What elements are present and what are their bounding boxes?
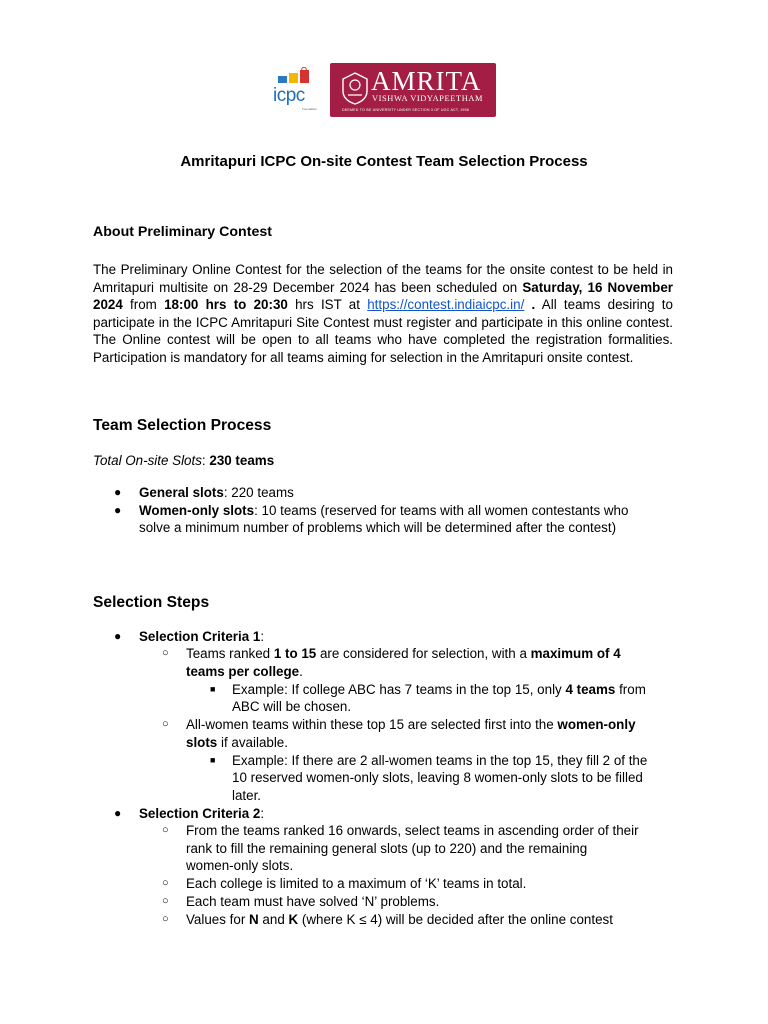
women-slots-item-cont: solve a minimum number of problems which will be determined after the contest): [139, 520, 617, 535]
circle-bullet-icon: ○: [162, 895, 169, 907]
criteria-1-label: Selection Criteria 1:: [139, 629, 265, 644]
amrita-subtitle: VISHWA VIDYAPEETHAM: [372, 94, 484, 103]
amrita-logo: [330, 63, 496, 117]
criteria-1-item-b: All-women teams within these top 15 are selected first into the women-only: [186, 717, 636, 732]
amrita-emblem-icon: [340, 71, 370, 105]
selection-steps-heading: Selection Steps: [93, 594, 210, 611]
icpc-logo: [272, 67, 320, 113]
about-paragraph: The Preliminary Online Contest for the selection of the teams for the onsite contest to be held in Amritapuri multisite on 28-29 December 2024 has been scheduled on Saturday, 16 November 2024 from 18:00 hrs to 20:30 hrs IST at https://contest.indiaicpc.in/ . All teams desiring to participate in the ICPC Amritapuri Site Contest must register and participate in this online contest. The Online contest will be open to all teams who have completed the registration formalities. Participation is mandatory for all teams aiming for selection in the Amritapuri onsite contest.: [93, 262, 673, 365]
criteria-2-item-a: From the teams ranked 16 onwards, select teams in ascending order of their: [186, 823, 639, 838]
women-slots-item: Women-only slots: 10 teams (reserved for teams with all women contestants who: [139, 503, 629, 518]
bullet-icon: ●: [114, 503, 122, 517]
circle-bullet-icon: ○: [162, 877, 169, 889]
amrita-tagline: DEEMED TO BE UNIVERSITY UNDER SECTION 3 OF UGC ACT, 1956: [342, 108, 470, 112]
total-slots-line: Total On-site Slots: 230 teams: [93, 453, 275, 468]
contest-link[interactable]: https://contest.indiaicpc.in/: [367, 297, 525, 313]
bullet-icon: ●: [114, 485, 122, 499]
team-selection-heading: Team Selection Process: [93, 417, 272, 434]
icpc-wordmark: icpc: [273, 85, 305, 106]
criteria-1-item-a-cont: teams per college.: [186, 664, 303, 679]
general-slots-item: General slots: 220 teams: [139, 485, 294, 500]
criteria-2-item-a-cont2: women-only slots.: [186, 858, 294, 873]
criteria-1-example-b: Example: If there are 2 all-women teams in the top 15, they fill 2 of the: [232, 753, 648, 768]
about-heading: About Preliminary Contest: [93, 224, 272, 240]
criteria-2-item-b: Each college is limited to a maximum of ‘K’ teams in total.: [186, 876, 527, 891]
criteria-2-label: Selection Criteria 2:: [139, 806, 265, 821]
bullet-icon: ●: [114, 629, 122, 643]
icpc-foundation-text: Foundation: [302, 107, 318, 111]
criteria-2-item-d: Values for N and K (where K ≤ 4) will be decided after the online contest: [186, 912, 613, 927]
amrita-wordmark: AMRITA: [371, 66, 482, 96]
criteria-1-example-b-cont: 10 reserved women-only slots, leaving 8 women-only slots to be filled: [232, 770, 643, 785]
circle-bullet-icon: ○: [162, 718, 169, 730]
document-title: Amritapuri ICPC On-site Contest Team Selection Process: [180, 153, 588, 170]
circle-bullet-icon: ○: [162, 647, 169, 659]
criteria-1-example-a-cont: ABC will be chosen.: [232, 699, 352, 714]
criteria-1-example-a: Example: If college ABC has 7 teams in the top 15, only 4 teams from: [232, 682, 646, 697]
criteria-1-item-b-cont: slots if available.: [186, 735, 288, 750]
criteria-2-item-a-cont: rank to fill the remaining general slots (up to 220) and the remaining: [186, 841, 588, 856]
criteria-1-item-a: Teams ranked 1 to 15 are considered for selection, with a maximum of 4: [186, 646, 621, 661]
square-bullet-icon: ■: [210, 755, 216, 765]
criteria-2-item-c: Each team must have solved ‘N’ problems.: [186, 894, 440, 909]
circle-bullet-icon: ○: [162, 824, 169, 836]
square-bullet-icon: ■: [210, 684, 216, 694]
header-logos: [272, 63, 496, 117]
circle-bullet-icon: ○: [162, 913, 169, 925]
criteria-1-example-b-cont2: later.: [232, 788, 262, 803]
bullet-icon: ●: [114, 806, 122, 820]
icpc-emblem-icon: [272, 67, 320, 87]
